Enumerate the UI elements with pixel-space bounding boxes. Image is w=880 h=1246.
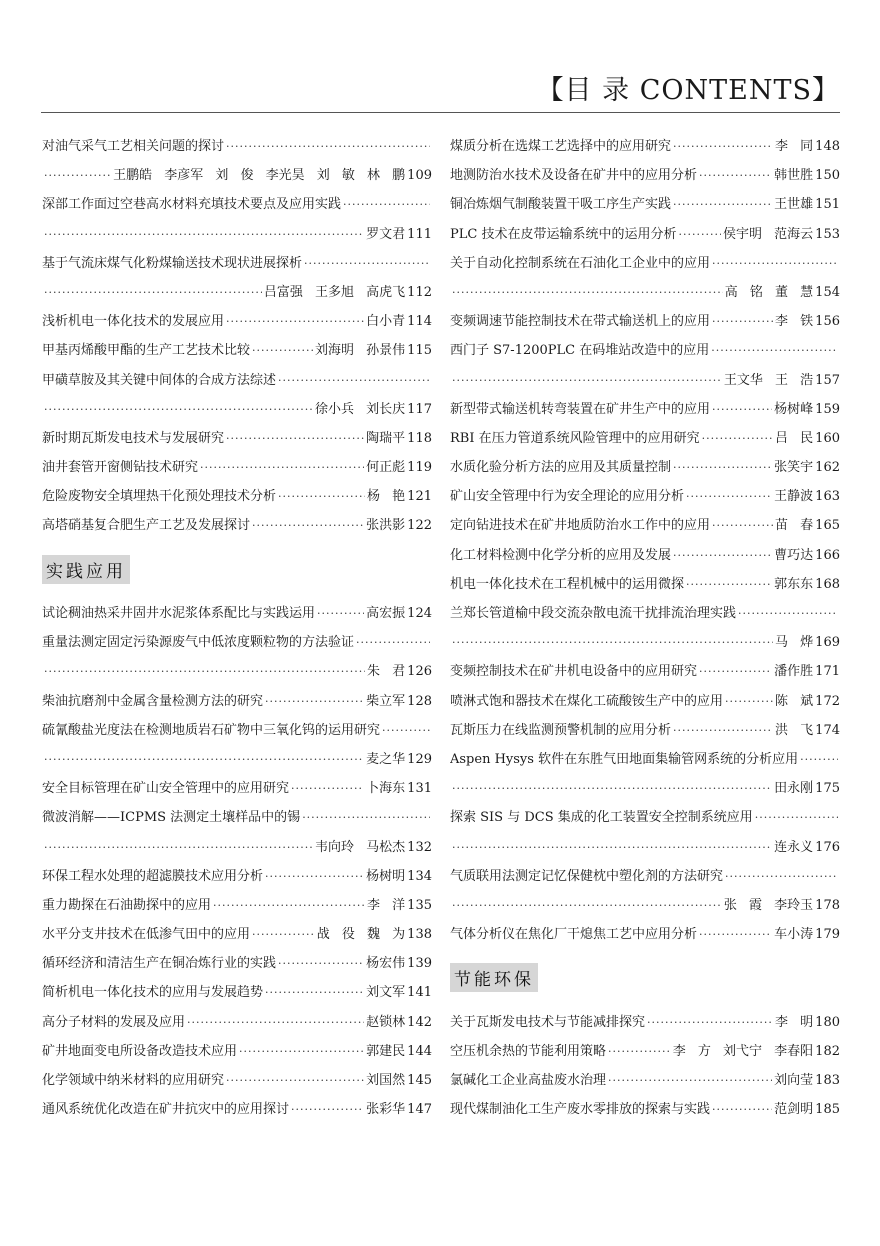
toc-entry-title: 循环经济和清洁生产在铜冶炼行业的实践 [42, 956, 277, 972]
toc-entry-authors: 高宏振 [366, 606, 406, 622]
toc-entry-page: 117 [407, 401, 432, 417]
header-rule [41, 112, 840, 113]
toc-entry-authors: 何正彪 [366, 460, 406, 476]
toc-entry-page: 156 [815, 314, 840, 330]
toc-entry-authors: 刘文军 [366, 985, 406, 1001]
toc-entry [42, 307, 432, 336]
toc-entry-title: Aspen Hysys 软件在东胜气田地面集输管网系统的分析应用 [450, 751, 799, 767]
toc-column-left [42, 132, 432, 1124]
dot-leader [686, 482, 772, 511]
toc-entry-title: 瓦斯压力在线监测预警机制的应用分析 [450, 722, 672, 738]
section-label: 节能环保 [450, 963, 538, 992]
toc-entry [450, 833, 840, 862]
toc-entry [450, 687, 840, 716]
toc-entry-page: 145 [407, 1073, 432, 1089]
toc-entry [42, 716, 432, 745]
toc-entry-authors: 战 役 魏 为 [316, 927, 406, 943]
toc-entry-title: 对油气采气工艺相关问题的探讨 [42, 139, 225, 154]
dot-leader [452, 366, 722, 395]
dot-leader [712, 395, 772, 424]
toc-entry-title: 关于瓦斯发电技术与节能减排探究 [450, 1014, 646, 1030]
dot-leader [699, 161, 772, 190]
toc-entry [450, 891, 840, 920]
toc-entry-title: 微波消解——ICPMS 法测定土壤样品中的锡 [42, 810, 301, 826]
dot-leader [755, 803, 838, 832]
dot-leader [239, 1037, 364, 1066]
toc-entry-page: 183 [815, 1073, 840, 1089]
toc-entry-authors: 韦向玲 马松杰 [315, 839, 406, 855]
toc-entry [42, 803, 432, 832]
toc-entry [450, 161, 840, 190]
toc-entry-authors: 刘海明 孙景伟 [315, 343, 406, 359]
toc-entry-page: 111 [407, 226, 432, 242]
dot-leader [738, 599, 838, 628]
toc-entry [450, 1037, 840, 1066]
dot-leader [291, 774, 364, 803]
dot-leader [252, 920, 315, 949]
dot-leader [800, 745, 838, 774]
toc-entry-authors: 刘国然 [366, 1073, 406, 1089]
toc-entry-page: 115 [407, 343, 432, 359]
toc-entry [450, 307, 840, 336]
toc-entry-page: 172 [815, 693, 840, 709]
toc-entry-authors: 杨树明 [366, 868, 406, 884]
toc-entry [450, 278, 840, 307]
toc-entry-page: 163 [815, 489, 840, 505]
toc-entry-authors: 高 铭 董 慧 [724, 284, 814, 300]
toc-entry-title: 深部工作面过空巷高水材料充填技术要点及应用实践 [42, 197, 342, 213]
dot-leader [673, 132, 773, 161]
toc-entry-page: 124 [407, 606, 432, 622]
toc-entry-title: 甲基丙烯酸甲酯的生产工艺技术比较 [42, 343, 251, 359]
toc-entry [42, 278, 432, 307]
toc-entry [42, 1095, 432, 1124]
toc-entry [42, 1066, 432, 1095]
toc-entry-title: 喷淋式饱和器技术在煤化工硫酸铵生产中的应用 [450, 693, 724, 709]
dot-leader [187, 1008, 364, 1037]
dot-leader [382, 716, 430, 745]
dot-leader [343, 190, 430, 219]
dot-leader [278, 949, 364, 978]
toc-entry-authors: 侯宇明 范海云 [723, 226, 814, 242]
toc-entry-title: 浅析机电一体化技术的发展应用 [42, 314, 225, 330]
toc-entry [450, 716, 840, 745]
dot-leader [608, 1037, 671, 1066]
toc-entry [42, 657, 432, 686]
toc-entry-title: 关于自动化控制系统在石油化工企业中的应用 [450, 255, 711, 271]
toc-entry-title: 水质化验分析方法的应用及其质量控制 [450, 460, 672, 476]
toc-entry-title: 危险废物安全填埋热干化预处理技术分析 [42, 489, 277, 505]
toc-entry-page: 126 [407, 664, 432, 680]
dot-leader [226, 132, 430, 161]
toc-entry-authors: 吕富强 王多旭 高虎飞 [263, 284, 406, 300]
toc-entry-authors: 王世雄 [774, 197, 814, 213]
toc-entry-authors: 麦之华 [366, 751, 406, 767]
dot-leader [699, 920, 772, 949]
toc-entry [42, 949, 432, 978]
toc-entry-page: 129 [407, 751, 432, 767]
dot-leader [673, 453, 772, 482]
toc-entry-authors: 刘向莹 [774, 1073, 814, 1089]
page-header [0, 0, 880, 114]
toc-entry-authors: 张彩华 [366, 1102, 406, 1118]
toc-entry [42, 249, 432, 278]
toc-entry-authors: 车小涛 [774, 927, 814, 943]
dot-leader [213, 891, 365, 920]
toc-entry [450, 336, 840, 365]
toc-entry [450, 366, 840, 395]
toc-entry [42, 774, 432, 803]
dot-leader [265, 978, 364, 1007]
toc-entry [42, 161, 432, 190]
toc-entry [42, 833, 432, 862]
dot-leader [452, 833, 772, 862]
dot-leader [44, 745, 364, 774]
dot-leader [265, 862, 364, 891]
toc-entry-authors: 赵锁林 [366, 1014, 406, 1030]
toc-entry-page: 135 [407, 897, 432, 913]
toc-entry [42, 599, 432, 628]
toc-entry-authors: 王静波 [774, 489, 814, 505]
toc-entry-authors: 洪 飞 [775, 722, 814, 738]
toc-entry [450, 132, 840, 161]
dot-leader [702, 424, 773, 453]
toc-entry [42, 190, 432, 219]
toc-entry-authors: 郭东东 [774, 576, 814, 592]
toc-entry [42, 862, 432, 891]
toc-entry-authors: 李 洋 [367, 897, 406, 913]
toc-entry [42, 220, 432, 249]
toc-entry [42, 920, 432, 949]
section-header-practice [42, 541, 432, 599]
dot-leader [712, 1095, 772, 1124]
toc-entry-page: 138 [407, 927, 432, 943]
toc-entry-title: 氯碱化工企业高盐废水治理 [450, 1073, 607, 1089]
toc-entry-page: 159 [815, 401, 840, 417]
toc-entry [42, 1037, 432, 1066]
toc-entry-authors: 张洪影 [366, 518, 406, 534]
toc-entry-authors: 杨 艳 [367, 489, 406, 505]
toc-entry [450, 657, 840, 686]
toc-block-left-1 [42, 132, 432, 541]
toc-entry-page: 180 [815, 1014, 840, 1030]
dot-leader [226, 307, 364, 336]
toc-entry-title: 矿山安全管理中行为安全理论的应用分析 [450, 489, 685, 505]
toc-entry-page: 153 [815, 226, 840, 242]
toc-entry-title: 高塔硝基复合肥生产工艺及发展探讨 [42, 518, 251, 534]
section-label: 实践应用 [42, 555, 130, 584]
toc-entry-authors: 柴立军 [366, 693, 406, 709]
toc-entry [450, 511, 840, 540]
toc-entry-title: 气质联用法测定记忆保健枕中塑化剂的方法研究 [450, 868, 724, 884]
toc-entry-page: 131 [407, 781, 432, 797]
dot-leader [608, 1066, 772, 1095]
dot-leader [44, 161, 111, 190]
toc-entry [42, 891, 432, 920]
toc-entry [42, 745, 432, 774]
toc-entry-page: 160 [815, 430, 840, 446]
dot-leader [712, 511, 773, 540]
toc-entry [42, 511, 432, 540]
toc-entry-title: 变频调速节能控制技术在带式输送机上的应用 [450, 314, 711, 330]
dot-leader [452, 628, 773, 657]
toc-entry-authors: 王鹏皓 李彦军 刘 俊 李光昊 刘 敏 林 鹏 [113, 168, 406, 184]
toc-entry [450, 920, 840, 949]
toc-entry-title: 基于气流床煤气化粉煤输送技术现状进展探析 [42, 255, 303, 271]
toc-entry-page: 178 [815, 897, 840, 913]
toc-block-left-2 [42, 599, 432, 1124]
toc-entry-authors: 连永义 [774, 839, 814, 855]
dot-leader [44, 657, 365, 686]
toc-entry-page: 128 [407, 693, 432, 709]
toc-entry-page: 119 [407, 460, 432, 476]
toc-entry [42, 336, 432, 365]
toc-entry [450, 1066, 840, 1095]
toc-entry-title: 矿井地面变电所设备改造技术应用 [42, 1043, 238, 1059]
toc-entry-title: 硫氰酸盐光度法在检测地质岩石矿物中三氧化钨的运用研究 [42, 722, 381, 738]
dot-leader [291, 1095, 364, 1124]
toc-entry-page: 176 [815, 839, 840, 855]
toc-entry-page: 139 [407, 956, 432, 972]
toc-entry-authors: 徐小兵 刘长庆 [315, 401, 406, 417]
dot-leader [673, 190, 772, 219]
toc-entry-title: 安全目标管理在矿山安全管理中的应用研究 [42, 781, 290, 797]
dot-leader [452, 774, 772, 803]
toc-entry-page: 165 [815, 518, 840, 534]
toc-entry-page: 169 [815, 635, 840, 651]
dot-leader [44, 833, 313, 862]
toc-entry-page: 174 [815, 722, 840, 738]
toc-entry-title: 甲磺草胺及其关键中间体的合成方法综述 [42, 372, 277, 388]
dot-leader [278, 366, 430, 395]
toc-entry [450, 570, 840, 599]
dot-leader [678, 220, 721, 249]
toc-entry-authors: 杨宏伟 [366, 956, 406, 972]
dot-leader [699, 657, 772, 686]
toc-entry-title: 化学领域中纳米材料的应用研究 [42, 1073, 225, 1089]
toc-entry [450, 453, 840, 482]
toc-entry [42, 453, 432, 482]
dot-leader [304, 249, 430, 278]
dot-leader [673, 541, 772, 570]
toc-entry [450, 190, 840, 219]
dot-leader [278, 482, 365, 511]
dot-leader [647, 1008, 773, 1037]
toc-entry-authors: 李 明 [775, 1014, 814, 1030]
toc-entry-title: RBI 在压力管道系统风险管理中的应用研究 [450, 430, 700, 446]
toc-entry-page: 112 [407, 284, 432, 300]
dot-leader [226, 1066, 364, 1095]
toc-entry-authors: 张笑宇 [774, 460, 814, 476]
toc-entry-title: 铜冶炼烟气制酸装置干吸工序生产实践 [450, 197, 672, 213]
toc-entry [42, 482, 432, 511]
toc-entry-title: 高分子材料的发展及应用 [42, 1014, 186, 1030]
toc-entry-page: 157 [815, 372, 840, 388]
toc-entry [42, 395, 432, 424]
toc-entry-title: 定向钻进技术在矿井地质防治水工作中的应用 [450, 518, 711, 534]
toc-entry [42, 978, 432, 1007]
toc-entry [450, 1008, 840, 1037]
toc-entry-authors: 张 霞 李玲玉 [723, 897, 814, 913]
toc-entry-title: 环保工程水处理的超滤膜技术应用分析 [42, 868, 264, 884]
toc-entry-page: 109 [407, 168, 432, 184]
toc-entry-title: 西门子 S7-1200PLC 在码堆站改造中的应用 [450, 343, 710, 359]
toc-entry-title: 机电一体化技术在工程机械中的运用微探 [450, 576, 685, 592]
toc-entry-title: 现代煤制油化工生产废水零排放的探索与实践 [450, 1102, 711, 1118]
toc-entry-page: 171 [815, 664, 840, 680]
dot-leader [712, 249, 838, 278]
toc-entry-page: 185 [815, 1102, 840, 1118]
toc-entry [450, 541, 840, 570]
toc-entry-page: 141 [407, 985, 432, 1001]
toc-entry [42, 132, 432, 161]
toc-entry-page: 150 [815, 168, 840, 184]
toc-entry-authors: 罗文君 [366, 226, 406, 242]
dot-leader [686, 570, 772, 599]
toc-entry-title: 新型带式输送机转弯装置在矿井生产中的应用 [450, 401, 711, 417]
toc-entry [42, 1008, 432, 1037]
toc-block-right-1 [450, 132, 840, 949]
toc-entry-authors: 王文华 王 浩 [723, 372, 814, 388]
toc-entry-title: 试论稠油热采井固井水泥浆体系配比与实践运用 [42, 606, 316, 622]
toc-entry [450, 1095, 840, 1124]
toc-entry-authors: 朱 君 [367, 664, 406, 680]
toc-entry-page: 182 [815, 1043, 840, 1059]
toc-entry-authors: 卜海东 [366, 781, 406, 797]
toc-entry [42, 628, 432, 657]
dot-leader [302, 803, 430, 832]
toc-entry-authors: 吕 民 [775, 430, 814, 446]
toc-entry-page: 179 [815, 927, 840, 943]
section-header-energy [450, 949, 840, 1007]
toc-entry [450, 862, 840, 891]
toc-entry-page: 114 [407, 314, 432, 330]
toc-entry-page: 118 [407, 430, 432, 446]
dot-leader [252, 336, 313, 365]
toc-entry-authors: 范剑明 [774, 1102, 814, 1118]
contents-title: 【目 录 CONTENTS】 [536, 75, 840, 106]
dot-leader [44, 395, 313, 424]
dot-leader [200, 453, 364, 482]
toc-entry-authors: 郭建民 [366, 1043, 406, 1059]
toc-entry-title: 化工材料检测中化学分析的应用及发展 [450, 547, 672, 563]
toc-entry-authors: 李 同 [775, 139, 814, 154]
dot-leader [44, 220, 364, 249]
dot-leader [711, 336, 838, 365]
dot-leader [452, 278, 723, 307]
toc-entry [450, 745, 840, 774]
toc-entry-title: 通风系统优化改造在矿井抗灾中的应用探讨 [42, 1102, 290, 1118]
toc-entry-page: 144 [407, 1043, 432, 1059]
toc-entry-page: 151 [815, 197, 840, 213]
toc-entry-page: 121 [407, 489, 432, 505]
toc-entry [450, 803, 840, 832]
toc-entry [450, 482, 840, 511]
toc-entry-title: 重力勘探在石油勘探中的应用 [42, 897, 212, 913]
toc-entry-page: 168 [815, 576, 840, 592]
toc-entry-authors: 陶瑞平 [366, 430, 406, 446]
toc-entry-page: 175 [815, 781, 840, 797]
toc-entry-authors: 田永刚 [774, 781, 814, 797]
dot-leader [725, 862, 838, 891]
toc-block-right-2 [450, 1008, 840, 1125]
toc-entry-title: 空压机余热的节能利用策略 [450, 1043, 607, 1059]
toc-entry [42, 424, 432, 453]
toc-entry-title: 变频控制技术在矿井机电设备中的应用研究 [450, 664, 698, 680]
toc-entry-title: PLC 技术在皮带运输系统中的运用分析 [450, 226, 677, 242]
dot-leader [452, 891, 722, 920]
toc-entry-authors: 李 方 刘弋宁 李春阳 [672, 1043, 814, 1059]
toc-entry-authors: 陈 斌 [775, 693, 814, 709]
toc-entry-title: 简析机电一体化技术的应用与发展趋势 [42, 985, 264, 1001]
toc-entry-authors: 曹巧达 [774, 547, 814, 563]
toc-entry-page: 132 [407, 839, 432, 855]
toc-entry-title: 水平分支井技术在低渗气田中的应用 [42, 927, 251, 943]
toc-entry-page: 154 [815, 284, 840, 300]
toc-entry [42, 687, 432, 716]
toc-entry [450, 220, 840, 249]
toc-entry-title: 探索 SIS 与 DCS 集成的化工装置安全控制系统应用 [450, 810, 753, 826]
toc-entry-title: 重量法测定固定污染源废气中低浓度颗粒物的方法验证 [42, 635, 355, 651]
toc-entry-authors: 韩世胜 [774, 168, 814, 184]
toc-entry [450, 249, 840, 278]
toc-entry [450, 774, 840, 803]
toc-column-right [450, 132, 840, 1124]
toc-entry-title: 新时期瓦斯发电技术与发展研究 [42, 430, 225, 446]
toc-entry-authors: 白小青 [366, 314, 406, 330]
dot-leader [252, 511, 364, 540]
toc-entry-title: 兰郑长管道榆中段交流杂散电流干扰排流治理实践 [450, 606, 737, 621]
toc-entry-page: 166 [815, 547, 840, 563]
dot-leader [712, 307, 773, 336]
toc-entry-title: 煤质分析在选煤工艺选择中的应用研究 [450, 139, 672, 154]
dot-leader [725, 687, 773, 716]
dot-leader [317, 599, 364, 628]
toc-entry-page: 122 [407, 518, 432, 534]
toc-entry [450, 424, 840, 453]
toc-entry [42, 366, 432, 395]
dot-leader [265, 687, 364, 716]
toc-entry-page: 162 [815, 460, 840, 476]
toc-entry-page: 134 [407, 868, 432, 884]
toc-entry-title: 油井套管开窗侧钻技术研究 [42, 460, 199, 476]
dot-leader [673, 716, 773, 745]
toc-entry-authors: 潘作胜 [774, 664, 814, 680]
toc-entry [450, 395, 840, 424]
toc-entry [450, 599, 840, 628]
toc-entry-page: 148 [815, 139, 840, 154]
toc-entry-title: 地测防治水技术及设备在矿井中的应用分析 [450, 168, 698, 184]
dot-leader [356, 628, 430, 657]
dot-leader [226, 424, 364, 453]
toc-entry-authors: 马 烨 [775, 635, 814, 651]
toc-entry-page: 147 [407, 1102, 432, 1118]
toc-entry [450, 628, 840, 657]
toc-entry-title: 柴油抗磨剂中金属含量检测方法的研究 [42, 693, 264, 709]
toc-entry-authors: 李 铁 [775, 314, 814, 330]
toc-entry-authors: 苗 春 [775, 518, 814, 534]
toc-entry-authors: 杨树峰 [774, 401, 814, 417]
dot-leader [44, 278, 262, 307]
toc-entry-page: 142 [407, 1014, 432, 1030]
toc-entry-title: 气体分析仪在焦化厂干熄焦工艺中应用分析 [450, 927, 698, 943]
